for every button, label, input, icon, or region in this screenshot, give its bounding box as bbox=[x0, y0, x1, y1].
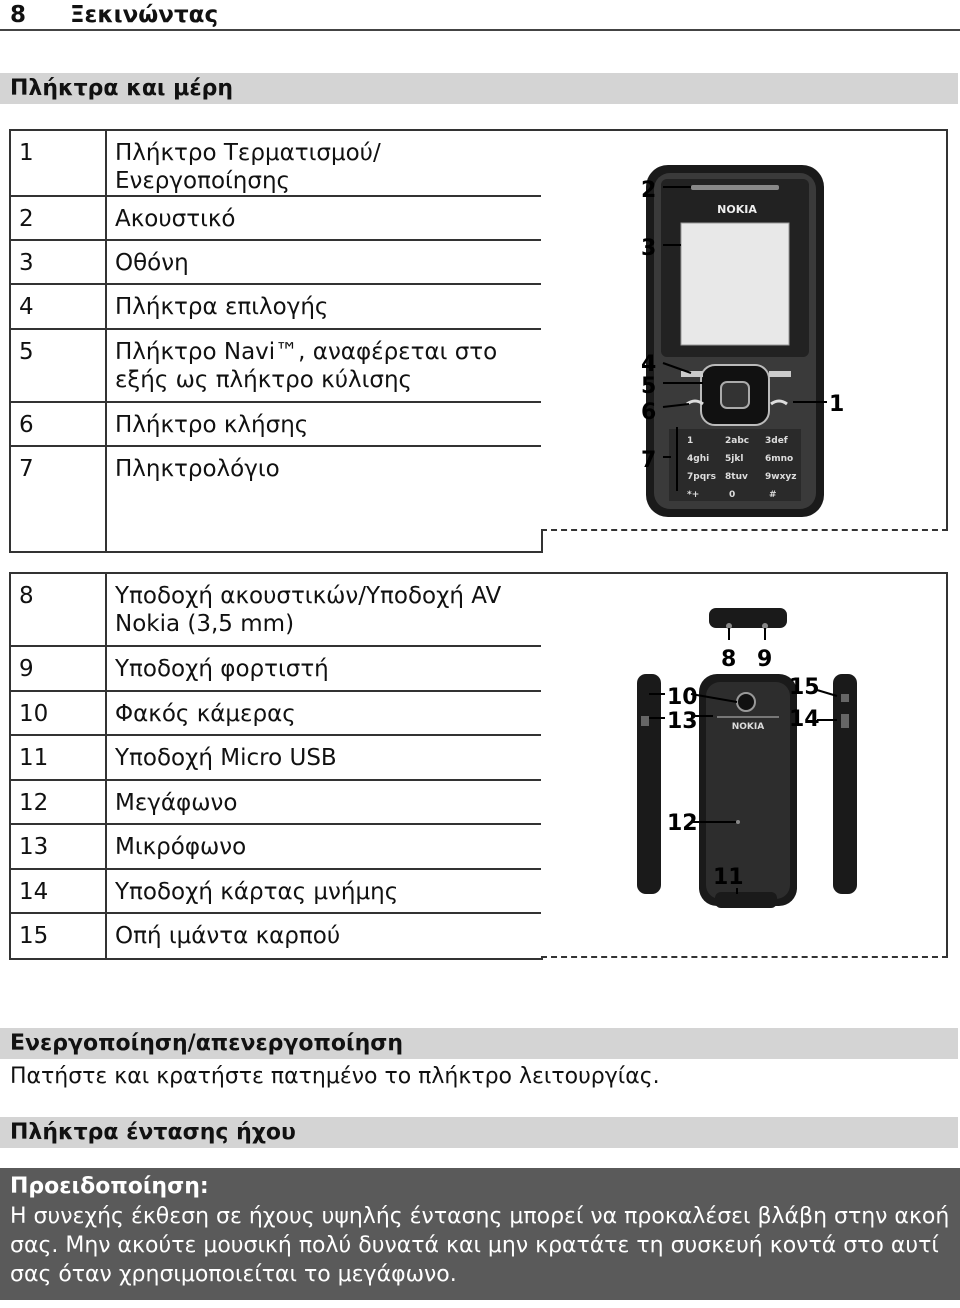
table-row bbox=[10, 646, 542, 691]
keypad-key-label: 9wxyz bbox=[765, 472, 797, 482]
table-row bbox=[10, 402, 542, 446]
part-label: Πληκτρολόγιο bbox=[106, 446, 542, 552]
part-number: 3 bbox=[10, 240, 106, 284]
callout-7: 7 bbox=[641, 448, 657, 473]
earpiece bbox=[691, 185, 779, 190]
left-selection-key bbox=[681, 371, 703, 377]
callout-8: 8 bbox=[721, 647, 737, 672]
phone-front-illustration bbox=[541, 131, 946, 529]
table-row bbox=[10, 869, 542, 913]
part-label: Πλήκτρα επιλογής bbox=[106, 284, 542, 329]
part-number: 8 bbox=[10, 573, 106, 646]
callout-3: 3 bbox=[641, 236, 657, 261]
table-row bbox=[10, 240, 542, 284]
part-label: Οπή ιμάντα καρπού bbox=[106, 913, 542, 959]
header-divider bbox=[0, 29, 960, 31]
part-number: 11 bbox=[10, 735, 106, 780]
callout-9: 9 bbox=[757, 647, 773, 672]
part-number: 4 bbox=[10, 284, 106, 329]
table-row bbox=[10, 824, 542, 869]
part-label: Πλήκτρο κλήσης bbox=[106, 402, 542, 446]
part-number: 7 bbox=[10, 446, 106, 552]
phone-bottom-edge bbox=[715, 892, 777, 908]
table-row bbox=[10, 691, 542, 735]
callout-15: 15 bbox=[789, 675, 820, 700]
section-heading-keys-parts: Πλήκτρα και μέρη bbox=[0, 73, 958, 104]
table-row bbox=[10, 573, 542, 646]
phone-top-edge bbox=[709, 608, 787, 628]
section-heading-volume: Πλήκτρα έντασης ήχου bbox=[0, 1117, 958, 1148]
part-number: 14 bbox=[10, 869, 106, 913]
brand-logo: NOKIA bbox=[717, 203, 757, 216]
part-label: Υποδοχή Micro USB bbox=[106, 735, 542, 780]
table-row bbox=[10, 913, 542, 959]
callout-11: 13 bbox=[667, 709, 698, 734]
part-number: 13 bbox=[10, 824, 106, 869]
phone-front-figure bbox=[541, 129, 948, 531]
keypad-key-label: 2abc bbox=[725, 436, 750, 446]
part-number: 1 bbox=[10, 130, 106, 196]
keypad-key-label: 3def bbox=[765, 436, 788, 446]
table-row bbox=[10, 130, 542, 196]
phone-back-figure bbox=[541, 572, 948, 958]
part-number: 12 bbox=[10, 780, 106, 824]
keypad-key-label: 1 bbox=[687, 436, 694, 446]
part-label: Υποδοχή κάρτας μνήμης bbox=[106, 869, 542, 913]
loudspeaker bbox=[736, 820, 740, 824]
callout-12: 12 bbox=[667, 811, 698, 836]
display-screen bbox=[681, 223, 789, 345]
warning-title: Προειδοποίηση: bbox=[10, 1174, 209, 1199]
part-label: Υποδοχή ακουστικών/Υποδοχή AV Nokia (3,5 mm) bbox=[106, 573, 542, 646]
part-label: Μεγάφωνο bbox=[106, 780, 542, 824]
part-number: 6 bbox=[10, 402, 106, 446]
part-label: Υποδοχή φορτιστή bbox=[106, 646, 542, 691]
part-label: Μικρόφωνο bbox=[106, 824, 542, 869]
part-label: Οθόνη bbox=[106, 240, 542, 284]
table-row bbox=[10, 446, 542, 552]
keypad-key-label: 5jkl bbox=[725, 454, 744, 464]
table-row bbox=[10, 780, 542, 824]
brand-logo-back: NOKIA bbox=[731, 722, 765, 732]
chapter-title: Ξεκινώντας bbox=[70, 2, 219, 28]
phone-left-side bbox=[637, 674, 661, 894]
power-instruction-text: Πατήστε και κρατήστε πατημένο το πλήκτρο λειτουργίας. bbox=[10, 1064, 660, 1089]
section-heading-power: Ενεργοποίηση/απενεργοποίηση bbox=[0, 1028, 958, 1059]
part-number: 5 bbox=[10, 329, 106, 402]
callout-10: 10 bbox=[667, 685, 698, 710]
keypad-key-label: 7pqrs bbox=[687, 472, 716, 482]
part-label: Πλήκτρο Τερματισμού/Ενεργοποίησης bbox=[106, 130, 542, 196]
keypad-key-label: *+ bbox=[687, 490, 700, 500]
phone-back-illustration bbox=[541, 574, 946, 956]
callout-4: 4 bbox=[641, 352, 657, 377]
camera-lens bbox=[737, 693, 755, 711]
callout-2: 2 bbox=[641, 178, 657, 203]
keypad-key-label: 4ghi bbox=[687, 454, 710, 464]
front-parts-table bbox=[9, 129, 543, 553]
part-label: Πλήκτρο Navi™, αναφέρεται στο εξής ως πλήκτρο κύλισης bbox=[106, 329, 542, 402]
callout-13: 11 bbox=[713, 865, 744, 890]
back-parts-table bbox=[9, 572, 543, 960]
part-number: 15 bbox=[10, 913, 106, 959]
part-label: Φακός κάμερας bbox=[106, 691, 542, 735]
keypad-key-label: 0 bbox=[729, 490, 736, 500]
callout-14: 14 bbox=[789, 707, 820, 732]
table-row bbox=[10, 735, 542, 780]
part-label: Ακουστικό bbox=[106, 196, 542, 240]
page-number: 8 bbox=[10, 2, 27, 28]
callout-5: 5 bbox=[641, 374, 657, 399]
phone-right-side bbox=[833, 674, 857, 894]
keypad-key-label: 8tuv bbox=[725, 472, 748, 482]
callout-1: 1 bbox=[829, 392, 845, 417]
right-selection-key bbox=[769, 371, 791, 377]
table-row bbox=[10, 329, 542, 402]
keypad-key-label: 6mno bbox=[765, 454, 794, 464]
part-number: 9 bbox=[10, 646, 106, 691]
table-row bbox=[10, 284, 542, 329]
callout-6: 6 bbox=[641, 400, 657, 425]
warning-text: Η συνεχής έκθεση σε ήχους υψηλής έντασης μπορεί να προκαλέσει βλάβη στην ακοή σας. Μην ακούτε μουσική πολύ δυνατά και μην κρατάτε τη συσκευή κοντά στο αυτί σας όταν χρησιμοποιείται το μεγάφωνο. bbox=[10, 1204, 950, 1287]
table-row bbox=[10, 196, 542, 240]
warning-box bbox=[0, 1168, 960, 1300]
keypad-key-label: # bbox=[769, 490, 777, 500]
part-number: 2 bbox=[10, 196, 106, 240]
part-number: 10 bbox=[10, 691, 106, 735]
